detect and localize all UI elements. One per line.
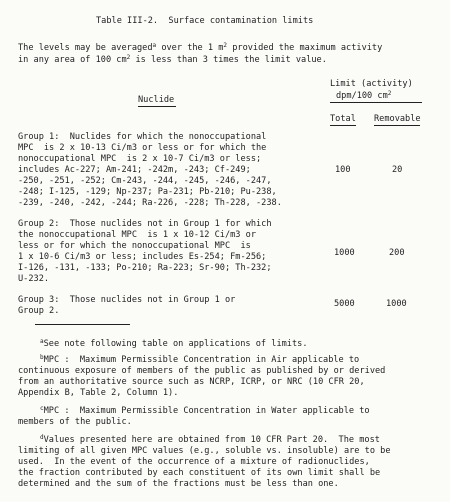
group-1-line: nonoccupational MPC is 2 x 10-7 Ci/m3 or less; — [18, 154, 262, 164]
group-3-removable: 1000 — [386, 299, 407, 309]
group-3-total: 5000 — [334, 299, 355, 309]
table-title: Table III-2. Surface contamination limits — [96, 16, 314, 26]
group-1-line: -250, -251, -252; Cm-243, -244, -245, -246, -247, — [18, 176, 272, 186]
group-1-total: 100 — [335, 165, 351, 175]
intro-line-1: The levels may be averaged$^a$ over the 1 $m^2$ provided the maximum activity — [18, 42, 383, 53]
group-1-line: Group 1: Nuclides for which the nonoccupational — [18, 132, 267, 142]
footnote-a: $^a$See note following table on applications of limits. — [40, 338, 308, 349]
footnote-b-line: $^b$MPC : Maximum Permissible Concentration in Air applicable to — [40, 354, 360, 365]
group-2-removable: 200 — [389, 248, 405, 258]
group-1-removable: 20 — [392, 165, 403, 175]
intro-line-2: in any area of 100 $cm^2$ is less than 3 times the limit value. — [18, 54, 327, 65]
group-2-line: 1 x 10-6 Ci/m3 or less; includes Es-254; Fm-256; — [18, 252, 267, 262]
group-2-line: U-232. — [18, 274, 50, 284]
group-2-line: I-126, -131, -133; Po-210; Ra-223; Sr-90; Th-232; — [18, 263, 272, 273]
limit-header-line2: dpm/100 $cm^2$ — [336, 90, 392, 101]
footnote-c-line: $^c$MPC : Maximum Permissible Concentration in Water applicable to — [40, 405, 370, 416]
footnote-b-line: Appendix B, Table 2, Column 1). — [18, 388, 179, 398]
total-header-underline — [330, 125, 356, 126]
nuclide-header: Nuclide — [138, 95, 175, 105]
group-3-line: Group 3: Those nuclides not in Group 1 or — [18, 295, 236, 305]
removable-header: Removable — [374, 114, 421, 124]
footnote-d-line: determined and the sum of the fractions must be less than one. — [18, 479, 339, 489]
footnote-c-line: members of the public. — [18, 417, 132, 427]
group-1-line: includes Ac-227; Am-241; -242m, -243; Cf-249; — [18, 165, 251, 175]
group-2-total: 1000 — [334, 248, 355, 258]
footnote-d-line: used. In the event of the occurrence of a mixture of radionuclides, — [18, 457, 370, 467]
group-1-line: MPC is 2 x 10-13 Ci/m3 or less or for which the — [18, 143, 267, 153]
footnote-divider — [35, 324, 130, 325]
footnote-d-line: the fraction contributed by each constituent of its own limit shall be — [18, 468, 381, 478]
limit-header-underline — [330, 102, 422, 103]
group-1-line: -239, -240, -242, -244; Ra-226, -228; Th-228, -238. — [18, 198, 282, 208]
total-header: Total — [330, 114, 356, 124]
group-2-line: the nonoccupational MPC is 1 x 10-12 Ci/m3 or — [18, 230, 256, 240]
footnote-d-line: $^d$Values presented here are obtained from 10 CFR Part 20. The most — [40, 434, 380, 445]
limit-header-line1: Limit (activity) — [330, 79, 413, 89]
group-2-line: Group 2: Those nuclides not in Group 1 for which — [18, 219, 272, 229]
removable-header-underline — [374, 125, 420, 126]
group-3-line: Group 2. — [18, 306, 60, 316]
nuclide-header-underline — [138, 106, 176, 107]
group-1-line: -248; I-125, -129; Np-237; Pa-231; Pb-210; Pu-238, — [18, 187, 277, 197]
footnote-d-line: limiting of all given MPC values (e.g., soluble vs. insoluble) are to be — [18, 446, 391, 456]
footnote-b-line: continuous exposure of members of the public as published by or derived — [18, 366, 386, 376]
group-2-line: less or for which the nonoccupational MPC is — [18, 241, 251, 251]
footnote-b-line: from an authoritative source such as NCRP, ICRP, or NRC (10 CFR 20, — [18, 377, 365, 387]
